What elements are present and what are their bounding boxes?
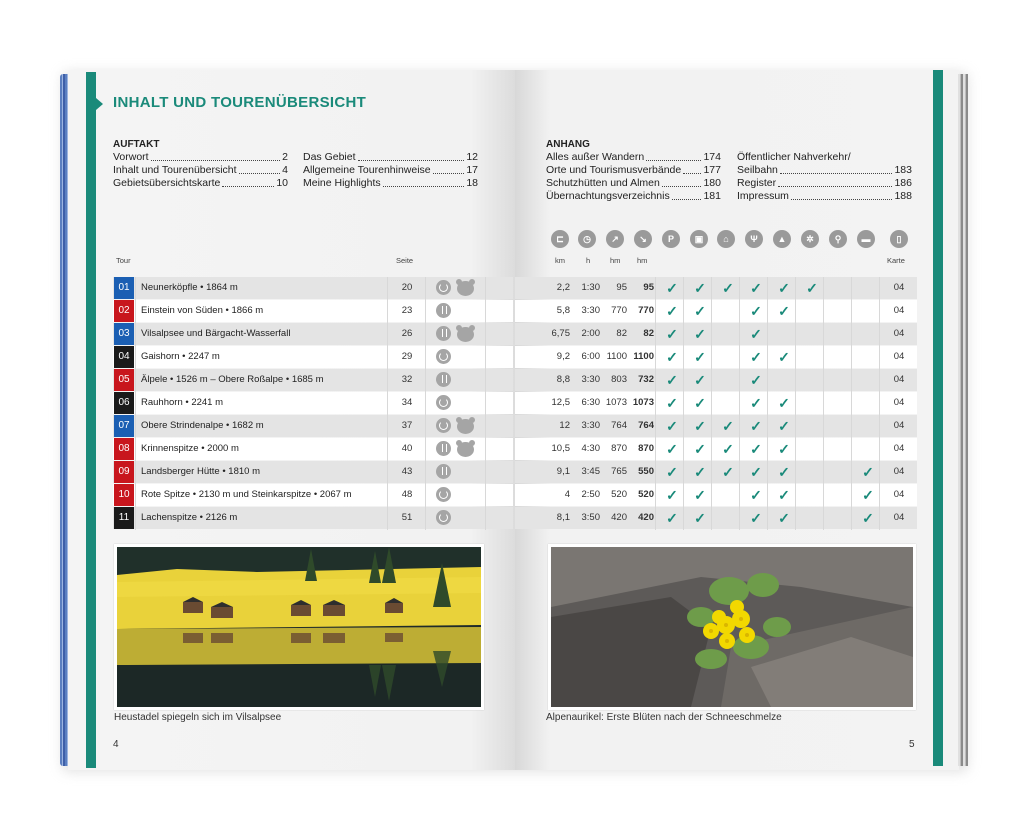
checkmark-icon: ✓ <box>666 303 678 319</box>
checkmark-icon: ✓ <box>666 464 678 480</box>
checkmark-icon: ✓ <box>862 487 874 503</box>
toc-dots <box>662 186 702 187</box>
toc-page: 12 <box>466 151 478 163</box>
tour-page: 40 <box>401 443 413 454</box>
tour-up: 1100 <box>606 351 627 362</box>
tour-map: 04 <box>893 397 905 408</box>
column-divider <box>655 277 656 530</box>
tour-down: 764 <box>638 420 654 431</box>
toc-entry[interactable] <box>303 177 478 190</box>
tour-down: 550 <box>638 466 654 477</box>
toc-label: Impressum <box>737 190 789 202</box>
checkmark-icon: ✓ <box>778 280 790 296</box>
header-tour: Tour <box>116 256 131 265</box>
checkmark-icon: ✓ <box>666 510 678 526</box>
toc-dots <box>433 173 465 174</box>
toc-label: Öffentlicher Nahverkehr/ <box>737 151 851 163</box>
tour-map: 04 <box>893 351 905 362</box>
tour-page: 43 <box>401 466 413 477</box>
tour-page: 20 <box>401 282 413 293</box>
toc-entry[interactable] <box>113 164 288 177</box>
checkmark-icon: ✓ <box>778 441 790 457</box>
header-karte: Karte <box>887 256 905 265</box>
toc-entry[interactable] <box>737 177 912 190</box>
tour-name: Lachenspitze • 2126 m <box>141 512 238 523</box>
tour-up: 95 <box>616 282 627 293</box>
tour-km: 12,5 <box>551 397 570 408</box>
tour-h: 6:30 <box>581 397 600 408</box>
toc-page: 10 <box>276 177 288 189</box>
tour-name: Neunerköpfle • 1864 m <box>141 282 238 293</box>
checkmark-icon: ✓ <box>778 487 790 503</box>
tour-page: 37 <box>401 420 413 431</box>
restaurant-icon: Ψ <box>745 230 763 248</box>
column-divider <box>823 277 824 530</box>
column-divider <box>485 277 486 530</box>
tour-number: 07 <box>114 415 134 437</box>
column-divider <box>711 277 712 530</box>
tour-number: 05 <box>114 369 134 391</box>
column-divider <box>795 277 796 530</box>
tour-h: 3:30 <box>581 305 600 316</box>
toc-page: 180 <box>703 177 721 189</box>
checkmark-icon: ✓ <box>694 487 706 503</box>
tour-h: 2:00 <box>581 328 600 339</box>
tour-km: 8,1 <box>556 512 570 523</box>
checkmark-icon: ✓ <box>722 441 734 457</box>
tour-down: 82 <box>643 328 654 339</box>
tour-page: 48 <box>401 489 413 500</box>
tour-name: Vilsalpsee und Bärgacht-Wasserfall <box>141 328 291 339</box>
header-km: km <box>555 256 565 265</box>
toc-entry[interactable] <box>737 151 912 164</box>
checkmark-icon: ✓ <box>666 280 678 296</box>
auftakt-col-2 <box>303 151 478 190</box>
toc-entry[interactable] <box>113 177 288 190</box>
toc-dots <box>780 173 893 174</box>
column-divider <box>683 277 684 530</box>
tour-page: 34 <box>401 397 413 408</box>
tour-page: 29 <box>401 351 413 362</box>
toc-label: Alles außer Wandern <box>546 151 645 163</box>
checkmark-icon: ✓ <box>694 349 706 365</box>
toc-label: Meine Highlights <box>303 177 381 189</box>
checkmark-icon: ✓ <box>694 464 706 480</box>
clock-icon: ◷ <box>578 230 596 248</box>
tour-map: 04 <box>893 489 905 500</box>
checkmark-icon: ✓ <box>666 418 678 434</box>
accent-bar-left <box>86 72 96 768</box>
checkmark-icon: ✓ <box>666 372 678 388</box>
checkmark-icon: ✓ <box>694 510 706 526</box>
tour-name: Rote Spitze • 2130 m und Steinkarspitze • 2067 m <box>141 489 352 500</box>
tour-down: 770 <box>638 305 654 316</box>
tour-up: 803 <box>611 374 627 385</box>
checkmark-icon: ✓ <box>750 510 762 526</box>
page-title: INHALT UND TOURENÜBERSICHT <box>113 94 367 111</box>
auftakt-heading: AUFTAKT <box>113 139 160 150</box>
book-edge-right <box>958 74 968 766</box>
toc-label: Allgemeine Tourenhinweise <box>303 164 431 176</box>
tour-km: 4 <box>564 489 570 500</box>
toc-entry[interactable] <box>303 151 478 164</box>
column-divider <box>387 277 388 530</box>
tour-name: Obere Strindenalpe • 1682 m <box>141 420 264 431</box>
toc-entry[interactable] <box>737 164 912 177</box>
tour-number: 10 <box>114 484 134 506</box>
tour-h: 2:50 <box>581 489 600 500</box>
header-hm-down: hm <box>637 256 648 265</box>
winter-icon: ✲ <box>801 230 819 248</box>
toc-entry[interactable] <box>737 190 912 203</box>
tour-name: Krinnenspitze • 2000 m <box>141 443 239 454</box>
checkmark-icon: ✓ <box>666 349 678 365</box>
toc-label: Inhalt und Tourenübersicht <box>113 164 237 176</box>
family-bear-icon <box>457 419 474 434</box>
checkmark-icon: ✓ <box>666 441 678 457</box>
toc-entry[interactable] <box>303 164 478 177</box>
toc-label: Das Gebiet <box>303 151 356 163</box>
checkmark-icon: ✓ <box>694 280 706 296</box>
checkmark-icon: ✓ <box>806 280 818 296</box>
toc-dots <box>683 173 701 174</box>
family-bear-icon <box>457 327 474 342</box>
tour-page: 23 <box>401 305 413 316</box>
summit-icon: ▲ <box>773 230 791 248</box>
checkmark-icon: ✓ <box>862 464 874 480</box>
tour-name: Einstein von Süden • 1866 m <box>141 305 264 316</box>
one-way-route-icon <box>436 464 451 479</box>
tour-up: 420 <box>611 512 627 523</box>
page-number-right: 5 <box>909 739 915 750</box>
bike-icon: ⚲ <box>829 230 847 248</box>
toc-dots <box>672 199 702 200</box>
checkmark-icon: ✓ <box>750 464 762 480</box>
toc-entry[interactable] <box>546 190 721 203</box>
parking-icon: P <box>662 230 680 248</box>
tour-map: 04 <box>893 443 905 454</box>
toc-page: 17 <box>466 164 478 176</box>
checkmark-icon: ✓ <box>778 510 790 526</box>
checkmark-icon: ✓ <box>750 303 762 319</box>
map-icon: ▯ <box>890 230 908 248</box>
auftakt-col-1 <box>113 151 288 190</box>
checkmark-icon: ✓ <box>750 372 762 388</box>
checkmark-icon: ✓ <box>750 418 762 434</box>
tour-name: Älpele • 1526 m – Obere Roßalpe • 1685 m <box>141 374 324 385</box>
tour-h: 4:30 <box>581 443 600 454</box>
checkmark-icon: ✓ <box>694 441 706 457</box>
tour-up: 765 <box>611 466 627 477</box>
checkmark-icon: ✓ <box>750 280 762 296</box>
toc-dots <box>239 173 281 174</box>
header-h: h <box>586 256 591 265</box>
tour-map: 04 <box>893 305 905 316</box>
photo-alpenaurikel <box>548 544 916 710</box>
one-way-route-icon <box>436 303 451 318</box>
checkmark-icon: ✓ <box>694 372 706 388</box>
round-trip-icon <box>436 487 451 502</box>
tour-km: 8,8 <box>556 374 570 385</box>
tour-down: 870 <box>638 443 654 454</box>
cablecar-icon: ⌂ <box>717 230 735 248</box>
round-trip-icon <box>436 418 451 433</box>
tour-map: 04 <box>893 466 905 477</box>
one-way-route-icon <box>436 326 451 341</box>
tour-number: 09 <box>114 461 134 483</box>
toc-label: Register <box>737 177 777 189</box>
tour-h: 3:30 <box>581 374 600 385</box>
tour-km: 5,8 <box>556 305 570 316</box>
family-bear-icon <box>457 281 474 296</box>
tour-km: 9,2 <box>556 351 570 362</box>
toc-dots <box>358 160 465 161</box>
tour-up: 770 <box>611 305 627 316</box>
toc-page: 174 <box>703 151 721 163</box>
tour-number: 06 <box>114 392 134 414</box>
tour-name: Landsberger Hütte • 1810 m <box>141 466 260 477</box>
toc-page: 181 <box>703 190 721 202</box>
round-trip-icon <box>436 280 451 295</box>
toc-label: Übernachtungsverzeichnis <box>546 190 670 202</box>
tour-down: 520 <box>638 489 654 500</box>
tour-number: 03 <box>114 323 134 345</box>
tour-page: 32 <box>401 374 413 385</box>
toc-dots <box>778 186 892 187</box>
checkmark-icon: ✓ <box>666 326 678 342</box>
checkmark-icon: ✓ <box>666 487 678 503</box>
header-hm-up: hm <box>610 256 621 265</box>
tour-number: 11 <box>114 507 134 529</box>
round-trip-icon <box>436 395 451 410</box>
tour-h: 3:50 <box>581 512 600 523</box>
tour-name: Gaishorn • 2247 m <box>141 351 220 362</box>
toc-page: 4 <box>282 164 288 176</box>
tour-up: 1073 <box>605 397 627 408</box>
tour-map: 04 <box>893 374 905 385</box>
tour-number: 04 <box>114 346 134 368</box>
toc-label: Schutzhütten und Almen <box>546 177 660 189</box>
checkmark-icon: ✓ <box>750 441 762 457</box>
toc-entry[interactable] <box>113 151 288 164</box>
tour-up: 870 <box>611 443 627 454</box>
header-seite: Seite <box>396 256 414 265</box>
tour-down: 1073 <box>632 397 654 408</box>
toc-dots <box>791 199 893 200</box>
train-icon: ▬ <box>857 230 875 248</box>
toc-page: 18 <box>466 177 478 189</box>
tour-map: 04 <box>893 420 905 431</box>
checkmark-icon: ✓ <box>778 349 790 365</box>
checkmark-icon: ✓ <box>750 487 762 503</box>
toc-label: Orte und Tourismusverbände <box>546 164 682 176</box>
checkmark-icon: ✓ <box>694 418 706 434</box>
checkmark-icon: ✓ <box>778 464 790 480</box>
tour-up: 520 <box>611 489 627 500</box>
tour-km: 12 <box>559 420 570 431</box>
round-trip-icon <box>436 510 451 525</box>
anhang-heading: ANHANG <box>546 139 590 150</box>
anhang-col-2 <box>737 151 912 203</box>
tour-h: 3:45 <box>581 466 600 477</box>
caption-left: Heustadel spiegeln sich im Vilsalpsee <box>114 712 282 723</box>
photo-vilsalpsee <box>114 544 484 710</box>
checkmark-icon: ✓ <box>750 326 762 342</box>
toc-page: 183 <box>894 164 912 176</box>
checkmark-icon: ✓ <box>750 349 762 365</box>
column-divider <box>425 277 426 530</box>
tour-km: 10,5 <box>551 443 570 454</box>
toc-label: Gebietsübersichtskarte <box>113 177 221 189</box>
tour-down: 95 <box>643 282 654 293</box>
checkmark-icon: ✓ <box>722 280 734 296</box>
tour-km: 2,2 <box>556 282 570 293</box>
toc-page: 186 <box>894 177 912 189</box>
checkmark-icon: ✓ <box>778 418 790 434</box>
tour-km: 6,75 <box>551 328 570 339</box>
toc-page: 177 <box>703 164 721 176</box>
toc-dots <box>222 186 274 187</box>
toc-entry[interactable] <box>546 164 721 177</box>
checkmark-icon: ✓ <box>694 395 706 411</box>
tour-number: 02 <box>114 300 134 322</box>
checkmark-icon: ✓ <box>778 303 790 319</box>
accent-bar-right <box>933 70 943 766</box>
tour-down: 420 <box>638 512 654 523</box>
tour-map: 04 <box>893 328 905 339</box>
family-bear-icon <box>457 442 474 457</box>
caption-right: Alpenaurikel: Erste Blüten nach der Schneeschmelze <box>546 712 782 723</box>
toc-entry[interactable] <box>546 151 721 164</box>
toc-dots <box>151 160 281 161</box>
column-divider <box>135 277 136 530</box>
page-number-left: 4 <box>113 739 119 750</box>
tour-down: 1100 <box>633 351 654 362</box>
tour-h: 6:00 <box>581 351 600 362</box>
tour-number: 01 <box>114 277 134 299</box>
tour-map: 04 <box>893 512 905 523</box>
toc-dots <box>646 160 701 161</box>
toc-entry[interactable] <box>546 177 721 190</box>
toc-label: Seilbahn <box>737 164 778 176</box>
column-divider <box>879 277 880 530</box>
checkmark-icon: ✓ <box>694 303 706 319</box>
column-divider <box>767 277 768 530</box>
tour-down: 732 <box>638 374 654 385</box>
checkmark-icon: ✓ <box>722 418 734 434</box>
column-divider <box>739 277 740 530</box>
tour-map: 04 <box>893 282 905 293</box>
tour-h: 3:30 <box>581 420 600 431</box>
title-arrow-icon <box>96 98 103 110</box>
tour-up: 764 <box>611 420 627 431</box>
one-way-route-icon <box>436 441 451 456</box>
descent-icon: ↘ <box>634 230 652 248</box>
checkmark-icon: ✓ <box>750 395 762 411</box>
toc-page: 2 <box>282 151 288 163</box>
toc-dots <box>383 186 465 187</box>
checkmark-icon: ✓ <box>694 326 706 342</box>
anhang-col-1 <box>546 151 721 203</box>
tour-page: 51 <box>401 512 413 523</box>
tour-km: 9,1 <box>556 466 570 477</box>
checkmark-icon: ✓ <box>862 510 874 526</box>
toc-label: Vorwort <box>113 151 149 163</box>
tour-h: 1:30 <box>581 282 600 293</box>
checkmark-icon: ✓ <box>778 395 790 411</box>
one-way-route-icon <box>436 372 451 387</box>
checkmark-icon: ✓ <box>666 395 678 411</box>
toc-page: 188 <box>894 190 912 202</box>
column-divider <box>851 277 852 530</box>
tour-page: 26 <box>401 328 413 339</box>
signpost-icon: ⊏ <box>551 230 569 248</box>
checkmark-icon: ✓ <box>722 464 734 480</box>
tour-number: 08 <box>114 438 134 460</box>
ascent-icon: ↗ <box>606 230 624 248</box>
bus-icon: ▣ <box>690 230 708 248</box>
tour-up: 82 <box>616 328 627 339</box>
round-trip-icon <box>436 349 451 364</box>
tour-name: Rauhhorn • 2241 m <box>141 397 224 408</box>
